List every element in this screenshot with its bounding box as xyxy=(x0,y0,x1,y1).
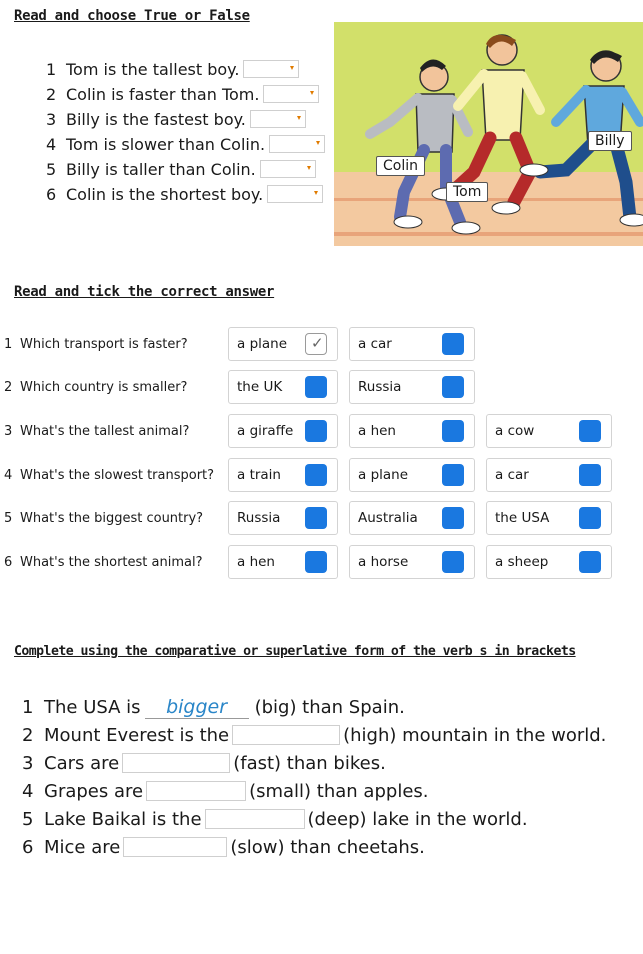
sentence-end: (small) than apples. xyxy=(249,780,429,802)
option-label: the UK xyxy=(237,379,283,395)
tom-label: Tom xyxy=(446,182,488,202)
question-num: 5 xyxy=(4,511,13,526)
option-label: Australia xyxy=(358,510,418,526)
question-3 xyxy=(4,424,189,439)
sentence-end: (deep) lake in the world. xyxy=(307,808,528,830)
sentence-end: (fast) than bikes. xyxy=(233,752,386,774)
option-russia[interactable] xyxy=(228,501,338,535)
option-a-plane[interactable] xyxy=(349,458,475,492)
question-4 xyxy=(4,468,214,483)
option-a-hen[interactable] xyxy=(228,545,338,579)
tf-item-num: 2 xyxy=(46,84,57,104)
item-num: 2 xyxy=(22,724,34,746)
complete-item-3 xyxy=(22,750,386,776)
option-a-car[interactable] xyxy=(349,327,475,361)
option-a-giraffe[interactable] xyxy=(228,414,338,448)
complete-item-1 xyxy=(22,694,405,720)
question-6 xyxy=(4,555,202,570)
tf-item-5 xyxy=(46,158,316,180)
section1-heading: Read and choose True or False xyxy=(14,8,250,24)
true-false-dropdown[interactable] xyxy=(267,185,323,203)
option-label: the USA xyxy=(495,510,550,526)
tf-item-num: 6 xyxy=(46,184,57,204)
chevron-down-icon xyxy=(316,141,320,145)
question-num: 1 xyxy=(4,337,13,352)
checkbox[interactable] xyxy=(305,376,327,398)
checkbox[interactable] xyxy=(442,376,464,398)
tf-item-4 xyxy=(46,133,325,155)
tf-item-num: 5 xyxy=(46,159,57,179)
chevron-down-icon xyxy=(310,91,314,95)
answer-input[interactable] xyxy=(123,837,227,857)
tf-item-num: 3 xyxy=(46,109,57,129)
checkbox[interactable] xyxy=(579,507,601,529)
option-label: a car xyxy=(495,467,529,483)
complete-item-6 xyxy=(22,834,425,860)
item-num: 6 xyxy=(22,836,34,858)
complete-item-2 xyxy=(22,722,606,748)
section2-heading: Read and tick the correct answer xyxy=(14,284,275,300)
question-text: What's the biggest country? xyxy=(20,511,204,526)
sentence-start: The USA is xyxy=(44,696,141,718)
checkbox[interactable] xyxy=(305,464,327,486)
chevron-down-icon xyxy=(314,191,318,195)
option-label: a horse xyxy=(358,554,409,570)
colin-label: Colin xyxy=(376,156,425,176)
option-label: a cow xyxy=(495,423,535,439)
question-num: 3 xyxy=(4,424,13,439)
sentence-start: Lake Baikal is the xyxy=(44,808,202,830)
billy-label: Billy xyxy=(588,131,632,151)
tf-item-2 xyxy=(46,83,319,105)
tf-item-text: Tom is slower than Colin. xyxy=(66,134,266,154)
checkbox[interactable] xyxy=(305,507,327,529)
true-false-dropdown[interactable] xyxy=(260,160,316,178)
option-a-cow[interactable] xyxy=(486,414,612,448)
option-label: Russia xyxy=(358,379,402,395)
checkmark-icon: ✓ xyxy=(311,334,324,352)
answer-field[interactable]: bigger xyxy=(145,696,249,719)
true-false-dropdown[interactable] xyxy=(269,135,325,153)
tf-item-num: 4 xyxy=(46,134,57,154)
question-text: What's the slowest transport? xyxy=(20,468,215,483)
question-num: 4 xyxy=(4,468,13,483)
question-text: What's the tallest animal? xyxy=(20,424,190,439)
true-false-dropdown[interactable] xyxy=(243,60,299,78)
option-a-plane[interactable] xyxy=(228,327,338,361)
tf-item-text: Tom is the tallest boy. xyxy=(66,59,240,79)
option-a-train[interactable] xyxy=(228,458,338,492)
tf-item-text: Billy is taller than Colin. xyxy=(66,159,256,179)
sentence-end: (high) mountain in the world. xyxy=(343,724,607,746)
option-russia[interactable] xyxy=(349,370,475,404)
chevron-down-icon xyxy=(290,66,294,70)
sentence-start: Mice are xyxy=(44,836,121,858)
answer-input[interactable] xyxy=(122,753,230,773)
option-label: Russia xyxy=(237,510,281,526)
option-label: a plane xyxy=(358,467,409,483)
option-label: a train xyxy=(237,467,281,483)
question-1 xyxy=(4,337,188,352)
chevron-down-icon xyxy=(297,116,301,120)
tick-checkbox[interactable] xyxy=(305,333,327,355)
tf-item-1 xyxy=(46,58,299,80)
option-a-sheep[interactable] xyxy=(486,545,612,579)
checkbox[interactable] xyxy=(442,551,464,573)
tf-item-text: Colin is faster than Tom. xyxy=(66,84,260,104)
item-num: 5 xyxy=(22,808,34,830)
answer-input[interactable] xyxy=(146,781,246,801)
true-false-dropdown[interactable] xyxy=(263,85,319,103)
complete-item-4 xyxy=(22,778,429,804)
option-label: a car xyxy=(358,336,392,352)
checkbox[interactable] xyxy=(442,507,464,529)
checkbox[interactable] xyxy=(442,464,464,486)
tf-item-num: 1 xyxy=(46,59,57,79)
sentence-start: Cars are xyxy=(44,752,120,774)
checkbox[interactable] xyxy=(305,420,327,442)
checkbox[interactable] xyxy=(579,464,601,486)
question-5 xyxy=(4,511,203,526)
true-false-dropdown[interactable] xyxy=(250,110,306,128)
tf-item-text: Billy is the fastest boy. xyxy=(66,109,246,129)
option-label: a hen xyxy=(358,423,396,439)
question-2 xyxy=(4,380,187,395)
chevron-down-icon xyxy=(307,166,311,170)
checkbox[interactable] xyxy=(579,420,601,442)
question-num: 2 xyxy=(4,380,13,395)
checkbox[interactable] xyxy=(579,551,601,573)
option-a-horse[interactable] xyxy=(349,545,475,579)
option-label: a giraffe xyxy=(237,423,294,439)
tf-item-6 xyxy=(46,183,323,205)
section3-heading: Complete using the comparative or superlative form of the verb s in brackets xyxy=(14,644,576,659)
item-num: 1 xyxy=(22,696,34,718)
tf-item-text: Colin is the shortest boy. xyxy=(66,184,264,204)
question-text: Which country is smaller? xyxy=(20,380,188,395)
option-label: a plane xyxy=(237,336,288,352)
answer-input[interactable] xyxy=(205,809,305,829)
option-the-usa[interactable] xyxy=(486,501,612,535)
question-text: What's the shortest animal? xyxy=(20,555,203,570)
answer-input[interactable] xyxy=(232,725,340,745)
question-num: 6 xyxy=(4,555,13,570)
option-a-car[interactable] xyxy=(486,458,612,492)
option-australia[interactable] xyxy=(349,501,475,535)
option-label: a sheep xyxy=(495,554,549,570)
sentence-end: (big) than Spain. xyxy=(254,696,405,718)
option-a-hen[interactable] xyxy=(349,414,475,448)
sentence-start: Mount Everest is the xyxy=(44,724,230,746)
complete-item-5 xyxy=(22,806,528,832)
checkbox[interactable] xyxy=(442,333,464,355)
checkbox[interactable] xyxy=(442,420,464,442)
option-the-uk[interactable] xyxy=(228,370,338,404)
item-num: 3 xyxy=(22,752,34,774)
sentence-end: (slow) than cheetahs. xyxy=(230,836,425,858)
question-text: Which transport is faster? xyxy=(20,337,188,352)
running-boys-picture xyxy=(334,22,643,246)
checkbox[interactable] xyxy=(305,551,327,573)
option-label: a hen xyxy=(237,554,275,570)
sentence-start: Grapes are xyxy=(44,780,144,802)
item-num: 4 xyxy=(22,780,34,802)
tf-item-3 xyxy=(46,108,306,130)
